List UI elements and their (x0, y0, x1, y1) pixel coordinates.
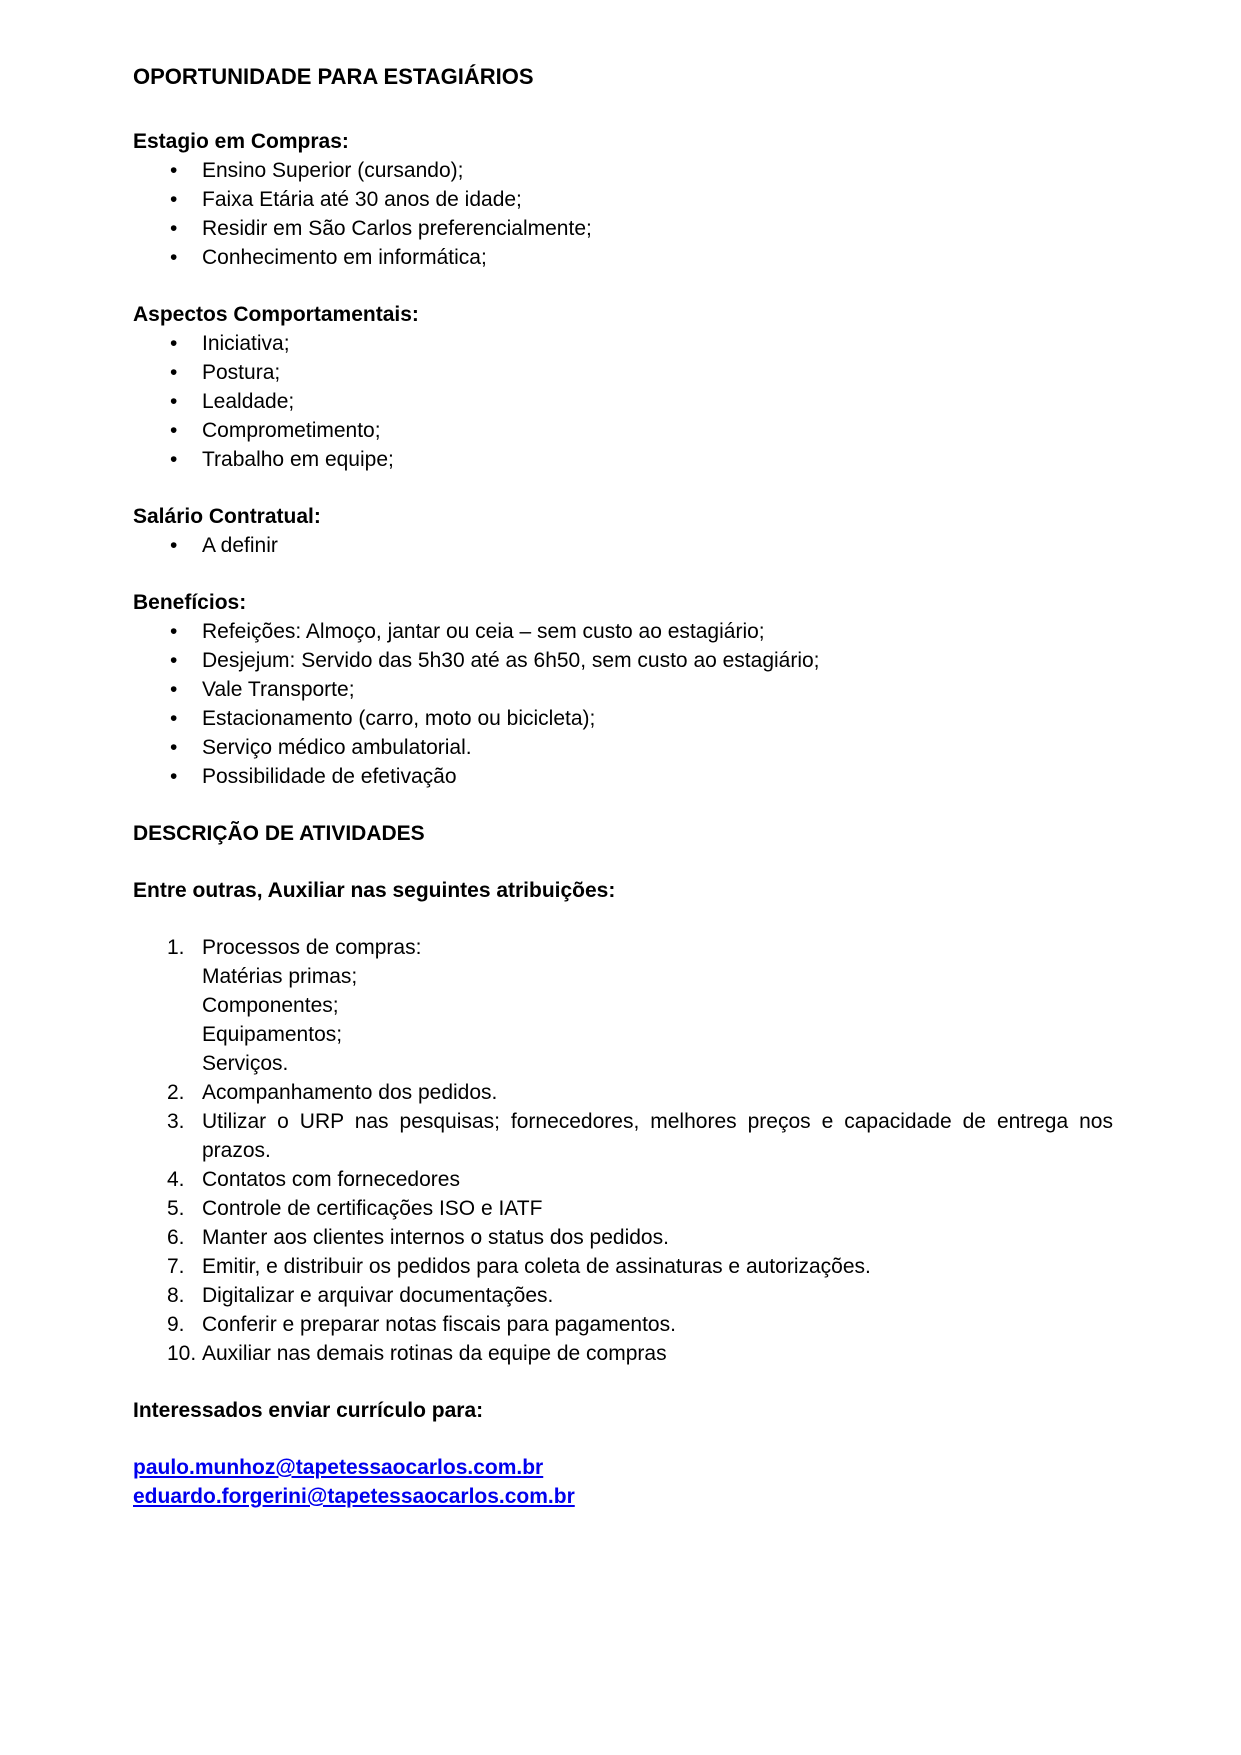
item-text: Utilizar o URP nas pesquisas; fornecedores, melhores preços e capacidade de entrega nos prazos. (202, 1110, 1113, 1162)
item-number: 2. (167, 1081, 185, 1104)
section-salario-contratual (133, 502, 1113, 560)
numbered-item (133, 1310, 1113, 1339)
activities-intro: Entre outras, Auxiliar nas seguintes atribuições: (133, 879, 616, 902)
numbered-item (133, 1107, 1113, 1165)
bullet-item: • Possibilidade de efetivação (133, 762, 1113, 791)
item-number: 4. (167, 1168, 185, 1191)
bullet-item: • Postura; (133, 358, 1113, 387)
bullet-item: • Ensino Superior (cursando); (133, 156, 1113, 185)
numbered-item (133, 933, 1113, 1078)
section-beneficios (133, 588, 1113, 791)
item-text: Auxiliar nas demais rotinas da equipe de compras (202, 1342, 667, 1365)
numbered-item (133, 1223, 1113, 1252)
item-text: Conferir e preparar notas fiscais para pagamentos. (202, 1313, 676, 1336)
numbered-item (133, 1194, 1113, 1223)
bullet-item: • Serviço médico ambulatorial. (133, 733, 1113, 762)
bullet-list (133, 156, 1113, 272)
bullet-item: • Comprometimento; (133, 416, 1113, 445)
section-heading: Aspectos Comportamentais: (133, 303, 419, 326)
item-text: Emitir, e distribuir os pedidos para coleta de assinaturas e autorizações. (202, 1255, 871, 1278)
item-subline: Serviços. (202, 1052, 289, 1075)
item-text-line: Processos de compras: (202, 936, 422, 959)
item-number: 8. (167, 1284, 185, 1307)
bullet-list (133, 617, 1113, 791)
bullet-item: • Faixa Etária até 30 anos de idade; (133, 185, 1113, 214)
numbered-item (133, 1252, 1113, 1281)
section-estagio-em-compras (133, 127, 1113, 272)
bullet-item: • Residir em São Carlos preferencialmente; (133, 214, 1113, 243)
contact-emails (133, 1453, 1113, 1511)
item-text: Acompanhamento dos pedidos. (202, 1081, 498, 1104)
item-text (202, 933, 1113, 1078)
activities-heading: DESCRIÇÃO DE ATIVIDADES (133, 822, 425, 845)
numbered-item (133, 1339, 1113, 1368)
item-subline: Componentes; (202, 994, 339, 1017)
item-number: 10. (167, 1342, 197, 1365)
item-number: 5. (167, 1197, 185, 1220)
page-title: OPORTUNIDADE PARA ESTAGIÁRIOS (133, 64, 534, 89)
bullet-item: • Iniciativa; (133, 329, 1113, 358)
item-text: Contatos com fornecedores (202, 1168, 460, 1191)
activities-list (133, 933, 1113, 1368)
bullet-list (133, 329, 1113, 474)
section-heading: Estagio em Compras: (133, 130, 349, 153)
item-number: 9. (167, 1313, 185, 1336)
section-heading: Salário Contratual: (133, 505, 321, 528)
email-link-eduardo[interactable]: eduardo.forgerini@tapetessaocarlos.com.br (133, 1485, 575, 1508)
item-subline: Equipamentos; (202, 1023, 343, 1046)
item-text: Controle de certificações ISO e IATF (202, 1197, 543, 1220)
bullet-item: • A definir (133, 531, 1113, 560)
bullet-item: • Trabalho em equipe; (133, 445, 1113, 474)
item-number: 6. (167, 1226, 185, 1249)
bullet-item: • Lealdade; (133, 387, 1113, 416)
numbered-item (133, 1078, 1113, 1107)
email-line (133, 1453, 1113, 1482)
bullet-item: • Estacionamento (carro, moto ou bicicleta); (133, 704, 1113, 733)
item-number: 7. (167, 1255, 185, 1278)
numbered-item (133, 1281, 1113, 1310)
item-text: Manter aos clientes internos o status dos pedidos. (202, 1226, 669, 1249)
bullet-item: • Desjejum: Servido das 5h30 até as 6h50, sem custo ao estagiário; (133, 646, 1113, 675)
email-link-paulo[interactable]: paulo.munhoz@tapetessaocarlos.com.br (133, 1456, 544, 1479)
item-text: Digitalizar e arquivar documentações. (202, 1284, 554, 1307)
section-heading: Benefícios: (133, 591, 247, 614)
numbered-item (133, 1165, 1113, 1194)
bullet-item: • Conhecimento em informática; (133, 243, 1113, 272)
bullet-item: • Refeições: Almoço, jantar ou ceia – sem custo ao estagiário; (133, 617, 1113, 646)
email-line (133, 1482, 1113, 1511)
contact-heading: Interessados enviar currículo para: (133, 1399, 484, 1422)
item-number: 1. (167, 936, 185, 959)
item-number: 3. (167, 1110, 185, 1133)
bullet-list (133, 531, 1113, 560)
section-aspectos-comportamentais (133, 300, 1113, 474)
item-subline: Matérias primas; (202, 965, 358, 988)
bullet-item: • Vale Transporte; (133, 675, 1113, 704)
